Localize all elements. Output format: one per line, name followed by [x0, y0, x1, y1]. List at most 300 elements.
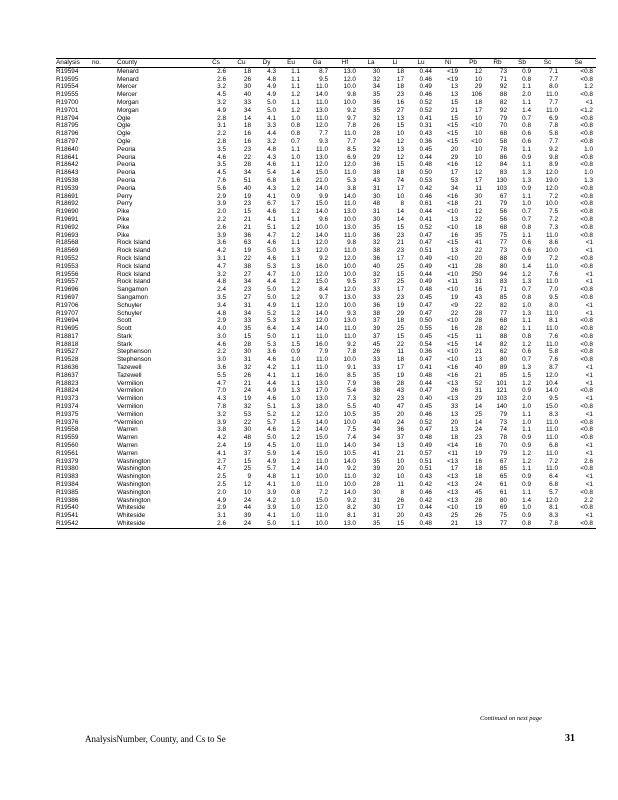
table-cell: 14.0: [315, 465, 328, 473]
table-cell: <11: [447, 449, 458, 457]
table-cell: <10: [471, 122, 482, 130]
table-cell: 14.0: [315, 325, 328, 333]
table-cell: 27: [243, 270, 251, 278]
county-cell: Rock Island: [117, 239, 151, 247]
column-header: Analysis: [56, 59, 92, 68]
county-cell: Peoria: [117, 169, 136, 177]
table-cell: 0.50: [419, 317, 432, 325]
table-cell: [92, 154, 117, 162]
table-cell: 16.0: [315, 340, 328, 348]
table-cell: 22: [474, 247, 482, 255]
table-cell: 11.0: [316, 83, 328, 91]
analysis-number-cell: R18797: [56, 137, 79, 145]
table-cell: 1.3: [522, 364, 531, 372]
table-cell: 38: [372, 169, 380, 177]
table-cell: <10: [447, 208, 458, 216]
table-cell: <1: [585, 364, 593, 372]
table-cell: 2.8: [217, 137, 226, 145]
county-cell: Vermilion: [117, 410, 144, 418]
table-cell: 34: [243, 278, 251, 286]
table-cell: 73: [499, 418, 507, 426]
table-cell: 75: [499, 231, 507, 239]
table-cell: [92, 216, 117, 224]
table-cell: 10: [474, 130, 482, 138]
table-cell: 0.6: [522, 239, 531, 247]
table-cell: 1.0: [291, 496, 300, 504]
table-cell: 28: [474, 309, 482, 317]
table-cell: 27: [243, 293, 251, 301]
table-cell: 23: [243, 286, 251, 294]
table-cell: 7.8: [217, 403, 226, 411]
table-cell: 103: [496, 184, 507, 192]
table-cell: ^: [114, 418, 117, 426]
table-row: [56, 271, 596, 279]
table-cell: 10.4: [545, 379, 558, 387]
table-cell: 11.0: [546, 340, 558, 348]
analysis-number-cell: R19696: [56, 286, 79, 294]
table-cell: [92, 473, 117, 481]
county-cell: Vermilion: [117, 418, 144, 426]
table-cell: [92, 348, 117, 356]
county-cell: Tazewell: [117, 371, 142, 379]
county-cell: Stark: [117, 340, 132, 348]
analysis-number-cell: R19528: [56, 356, 79, 364]
table-cell: 4.7: [217, 465, 226, 473]
table-cell: 2.0: [522, 91, 531, 99]
table-cell: 80: [499, 262, 507, 270]
county-cell: Pike: [117, 208, 130, 216]
table-cell: 0.45: [419, 403, 432, 411]
table-cell: 12.0: [545, 169, 558, 177]
table-cell: 33: [243, 317, 251, 325]
table-cell: 12.0: [343, 75, 356, 83]
table-row: [56, 450, 596, 458]
analysis-number-cell: R19553: [56, 262, 79, 270]
table-cell: 2.6: [217, 67, 226, 75]
table-cell: 0.61: [419, 200, 432, 208]
table-cell: 13: [450, 426, 458, 434]
table-cell: 10.0: [303, 520, 331, 528]
table-cell: 9.1: [347, 364, 356, 372]
table-cell: 21: [396, 239, 404, 247]
table-cell: <0.8: [580, 114, 593, 122]
county-cell: Warren: [117, 442, 138, 450]
table-cell: 25: [450, 512, 458, 520]
table-cell: 14.0: [315, 309, 328, 317]
table-cell: 34: [450, 184, 458, 192]
table-cell: 31: [474, 278, 482, 286]
table-cell: 10: [474, 114, 482, 122]
table-cell: 8.1: [347, 512, 356, 520]
table-cell: 22: [474, 301, 482, 309]
table-cell: 4.8: [267, 473, 276, 481]
table-cell: 52: [474, 379, 482, 387]
table-cell: 16: [474, 286, 482, 294]
table-row: [56, 76, 596, 84]
table-cell: 130: [496, 176, 507, 184]
table-cell: 4.7: [267, 270, 276, 278]
table-cell: 0.51: [419, 465, 432, 473]
table-row: [56, 154, 596, 162]
table-cell: <0.8: [580, 332, 593, 340]
table-cell: 0.9: [522, 184, 531, 192]
table-cell: 53: [243, 410, 251, 418]
analysis-number-cell: R19555: [56, 91, 79, 99]
table-cell: 88: [499, 91, 507, 99]
table-cell: 53: [450, 176, 458, 184]
table-cell: <0.8: [580, 403, 593, 411]
table-cell: <1: [585, 410, 593, 418]
table-cell: 14: [396, 208, 404, 216]
table-cell: 10.5: [343, 449, 356, 457]
table-row: [56, 465, 596, 473]
table-cell: <0.8: [580, 504, 593, 512]
table-cell: 4.8: [217, 278, 226, 286]
table-cell: 24: [372, 137, 380, 145]
county-cell: Menard: [117, 67, 139, 75]
table-cell: 17: [474, 176, 482, 184]
table-cell: 0.46: [419, 91, 432, 99]
table-cell: <0.8: [580, 122, 593, 130]
table-cell: 17: [450, 465, 458, 473]
table-cell: <1.2: [580, 106, 593, 114]
table-cell: [92, 247, 117, 255]
table-cell: <19: [447, 75, 458, 83]
table-cell: [92, 512, 117, 520]
county-cell: Perry: [117, 192, 133, 200]
table-cell: 0.8: [291, 488, 300, 496]
table-cell: [92, 91, 117, 99]
table-cell: 8.4: [319, 286, 328, 294]
table-cell: 5.9: [267, 449, 276, 457]
table-cell: 7.7: [319, 130, 328, 138]
table-cell: 0.46: [419, 488, 432, 496]
table-cell: 15: [243, 332, 251, 340]
table-cell: 11.0: [316, 364, 328, 372]
table-cell: <15: [447, 340, 458, 348]
table-cell: 2.0: [217, 488, 226, 496]
table-cell: 92: [499, 106, 507, 114]
table-cell: 4.9: [267, 457, 276, 465]
table-cell: 13.0: [315, 379, 328, 387]
table-cell: 1.4: [522, 262, 531, 270]
table-row: [56, 67, 596, 75]
table-cell: <0.8: [580, 418, 593, 426]
table-cell: 3.2: [217, 270, 226, 278]
table-cell: 0.6: [522, 348, 531, 356]
table-cell: 8.6: [549, 239, 558, 247]
table-cell: <1: [585, 239, 593, 247]
table-cell: 11.0: [344, 247, 356, 255]
table-cell: [92, 341, 117, 349]
table-cell: 68: [499, 130, 507, 138]
table-cell: 10: [396, 473, 404, 481]
table-cell: [92, 372, 117, 380]
table-cell: 35: [474, 231, 482, 239]
table-cell: 71: [499, 286, 507, 294]
county-cell: Peoria: [117, 161, 136, 169]
county-cell: Washington: [117, 496, 151, 504]
analysis-number-cell: R19697: [56, 293, 79, 301]
table-cell: 0.8: [510, 520, 534, 528]
table-cell: 39: [243, 512, 251, 520]
table-cell: 8: [400, 488, 404, 496]
table-cell: 12.0: [315, 270, 328, 278]
table-cell: <0.8: [580, 200, 593, 208]
table-row: [56, 341, 596, 349]
table-cell: [92, 364, 117, 372]
table-cell: 4.6: [267, 426, 276, 434]
table-cell: 12: [474, 67, 482, 75]
table-cell: 86: [499, 153, 507, 161]
table-cell: 4.1: [267, 512, 276, 520]
table-cell: 28: [372, 130, 380, 138]
analysis-number-cell: R19527: [56, 348, 79, 356]
table-cell: 70: [499, 122, 507, 130]
table-cell: 0.9: [522, 473, 531, 481]
table-row: [56, 239, 596, 247]
table-cell: 15: [396, 161, 404, 169]
continued-note: Continued on next page: [480, 715, 542, 722]
table-cell: 4.1: [267, 192, 276, 200]
table-cell: 20: [396, 512, 404, 520]
column-header: Li: [383, 59, 407, 68]
table-cell: 34: [243, 169, 251, 177]
table-cell: 1.4: [291, 465, 300, 473]
table-cell: 1.2: [584, 83, 593, 91]
table-cell: 33: [372, 364, 380, 372]
table-cell: 34: [372, 83, 380, 91]
table-cell: 0.8: [522, 332, 531, 340]
table-cell: 4.4: [267, 379, 276, 387]
table-cell: 9.2: [319, 254, 328, 262]
table-cell: 0.7: [522, 114, 531, 122]
table-cell: 11.0: [344, 169, 356, 177]
table-cell: 48: [243, 434, 251, 442]
table-cell: 18: [396, 169, 404, 177]
table-cell: 89: [499, 364, 507, 372]
table-cell: 34: [243, 106, 251, 114]
table-cell: 44: [243, 504, 251, 512]
table-row: [56, 122, 596, 130]
table-cell: 13: [396, 442, 404, 450]
table-cell: 10.0: [545, 200, 558, 208]
county-cell: Menard: [117, 75, 139, 83]
table-cell: 10: [243, 488, 251, 496]
table-cell: 40: [372, 262, 380, 270]
table-cell: 13.0: [315, 106, 328, 114]
table-cell: 11.0: [316, 457, 328, 465]
table-cell: 71: [499, 75, 507, 83]
table-row: [56, 208, 596, 216]
county-cell: Ogle: [117, 114, 131, 122]
table-cell: 5.4: [347, 387, 356, 395]
table-cell: 1.1: [522, 231, 531, 239]
table-cell: 24: [243, 387, 251, 395]
table-cell: 23: [396, 293, 404, 301]
table-row: [56, 325, 596, 333]
table-cell: <13: [447, 379, 458, 387]
table-row: [56, 411, 596, 419]
table-cell: [92, 294, 117, 302]
table-cell: <1: [585, 98, 593, 106]
table-cell: 18.0: [315, 403, 328, 411]
table-cell: 3.5: [217, 161, 226, 169]
table-cell: [92, 426, 117, 434]
analysis-number-cell: R18796: [56, 130, 79, 138]
table-cell: 7.8: [347, 122, 356, 130]
table-cell: 0.48: [419, 371, 432, 379]
table-cell: 8.7: [549, 364, 558, 372]
table-cell: 9.2: [347, 106, 356, 114]
table-cell: 1.1: [522, 192, 531, 200]
table-cell: 1.1: [291, 215, 300, 223]
table-cell: 5.0: [267, 98, 276, 106]
table-cell: 8.0: [549, 301, 558, 309]
analysis-number-cell: R19383: [56, 473, 79, 481]
table-cell: 23: [243, 145, 251, 153]
table-cell: 7.8: [549, 122, 558, 130]
table-cell: [92, 263, 117, 271]
table-cell: 7.7: [549, 98, 558, 106]
table-cell: <1: [585, 278, 593, 286]
table-cell: 5.0: [254, 520, 279, 528]
table-cell: 0.47: [419, 426, 432, 434]
table-row: [56, 177, 596, 185]
table-cell: 1.3: [522, 169, 531, 177]
table-row: [56, 364, 596, 372]
table-cell: 3.5: [217, 145, 226, 153]
analysis-number-cell: R19691: [56, 215, 79, 223]
analysis-number-cell: R18642: [56, 161, 79, 169]
table-row: [56, 302, 596, 310]
table-cell: 0.8: [291, 130, 300, 138]
table-cell: 13.0: [343, 208, 356, 216]
county-cell: Pike: [117, 231, 130, 239]
table-cell: 28: [243, 340, 251, 348]
table-cell: [92, 380, 117, 388]
table-cell: 0.9: [522, 512, 531, 520]
table-cell: 94: [499, 270, 507, 278]
table-cell: [92, 185, 117, 193]
table-cell: 5.7: [267, 418, 276, 426]
table-cell: 2.5: [217, 473, 226, 481]
table-cell: 7.2: [549, 254, 558, 262]
analysis-number-cell: R19706: [56, 301, 79, 309]
table-cell: 10.0: [343, 481, 356, 489]
table-cell: 35: [372, 371, 380, 379]
table-cell: 10.0: [343, 262, 356, 270]
table-cell: 9.2: [347, 340, 356, 348]
table-cell: 58: [499, 137, 507, 145]
table-cell: 0.8: [522, 122, 531, 130]
table-cell: 83: [499, 169, 507, 177]
table-cell: 4.6: [267, 356, 276, 364]
table-cell: 2.4: [217, 442, 226, 450]
table-cell: 2.6: [217, 75, 226, 83]
table-cell: 1.1: [291, 364, 300, 372]
county-cell: Scott: [117, 325, 132, 333]
table-cell: 103: [496, 395, 507, 403]
table-cell: 10.0: [343, 98, 356, 106]
table-cell: 1.2: [291, 106, 300, 114]
table-cell: 0.47: [419, 239, 432, 247]
analysis-number-cell: R18795: [56, 122, 79, 130]
table-cell: <1: [585, 309, 593, 317]
table-cell: 9.3: [319, 137, 328, 145]
table-cell: 14.0: [315, 208, 328, 216]
analysis-number-cell: R19373: [56, 395, 79, 403]
table-cell: 15: [396, 332, 404, 340]
analysis-number-cell: R18823: [56, 379, 79, 387]
table-cell: 36: [243, 231, 251, 239]
table-cell: 15: [383, 520, 407, 528]
table-cell: 69: [499, 504, 507, 512]
table-cell: 1.2: [291, 410, 300, 418]
table-cell: [92, 122, 117, 130]
table-cell: 7.3: [347, 395, 356, 403]
table-cell: 29: [474, 395, 482, 403]
table-row: [56, 83, 596, 91]
table-cell: 0.9: [291, 192, 300, 200]
table-cell: [92, 497, 117, 505]
table-cell: 82: [499, 301, 507, 309]
county-cell: Rock Island: [117, 270, 151, 278]
table-cell: 30: [372, 67, 380, 75]
table-cell: 1.3: [291, 247, 300, 255]
table-cell: 32: [372, 239, 380, 247]
county-cell: Rock Island: [117, 278, 151, 286]
table-cell: 18: [396, 356, 404, 364]
table-cell: 0.52: [419, 98, 432, 106]
analysis-number-cell: R19693: [56, 231, 79, 239]
table-cell: [92, 83, 117, 91]
table-cell: 40: [372, 418, 380, 426]
county-cell: Vermilion: [117, 387, 144, 395]
table-cell: 1.1: [291, 371, 300, 379]
table-cell: 19: [474, 449, 482, 457]
analysis-number-cell: R19552: [56, 254, 79, 262]
table-cell: 7.2: [549, 215, 558, 223]
table-cell: <13: [447, 488, 458, 496]
table-cell: 2.2: [584, 496, 593, 504]
table-cell: 1.0: [291, 504, 300, 512]
table-cell: 3.2: [267, 137, 276, 145]
analysis-number-cell: R19707: [56, 309, 79, 317]
table-cell: 4.6: [267, 254, 276, 262]
table-cell: 61: [499, 481, 507, 489]
table-cell: 14.0: [343, 488, 356, 496]
table-cell: 0.41: [419, 215, 432, 223]
table-cell: 4.8: [267, 75, 276, 83]
table-row: [56, 216, 596, 224]
table-cell: 15: [243, 208, 251, 216]
table-cell: 0.55: [419, 325, 432, 333]
table-cell: 9: [247, 473, 251, 481]
table-cell: 20: [450, 418, 458, 426]
table-cell: 43: [474, 293, 482, 301]
table-cell: <0.8: [580, 153, 593, 161]
table-cell: 36: [372, 301, 380, 309]
table-cell: 45: [372, 340, 380, 348]
table-cell: 7.4: [347, 434, 356, 442]
table-cell: 0.9: [522, 442, 531, 450]
table-cell: 92: [499, 83, 507, 91]
table-cell: 12.0: [315, 410, 328, 418]
table-cell: 18: [474, 473, 482, 481]
table-cell: 6.8: [267, 176, 276, 184]
table-cell: 48: [372, 200, 380, 208]
